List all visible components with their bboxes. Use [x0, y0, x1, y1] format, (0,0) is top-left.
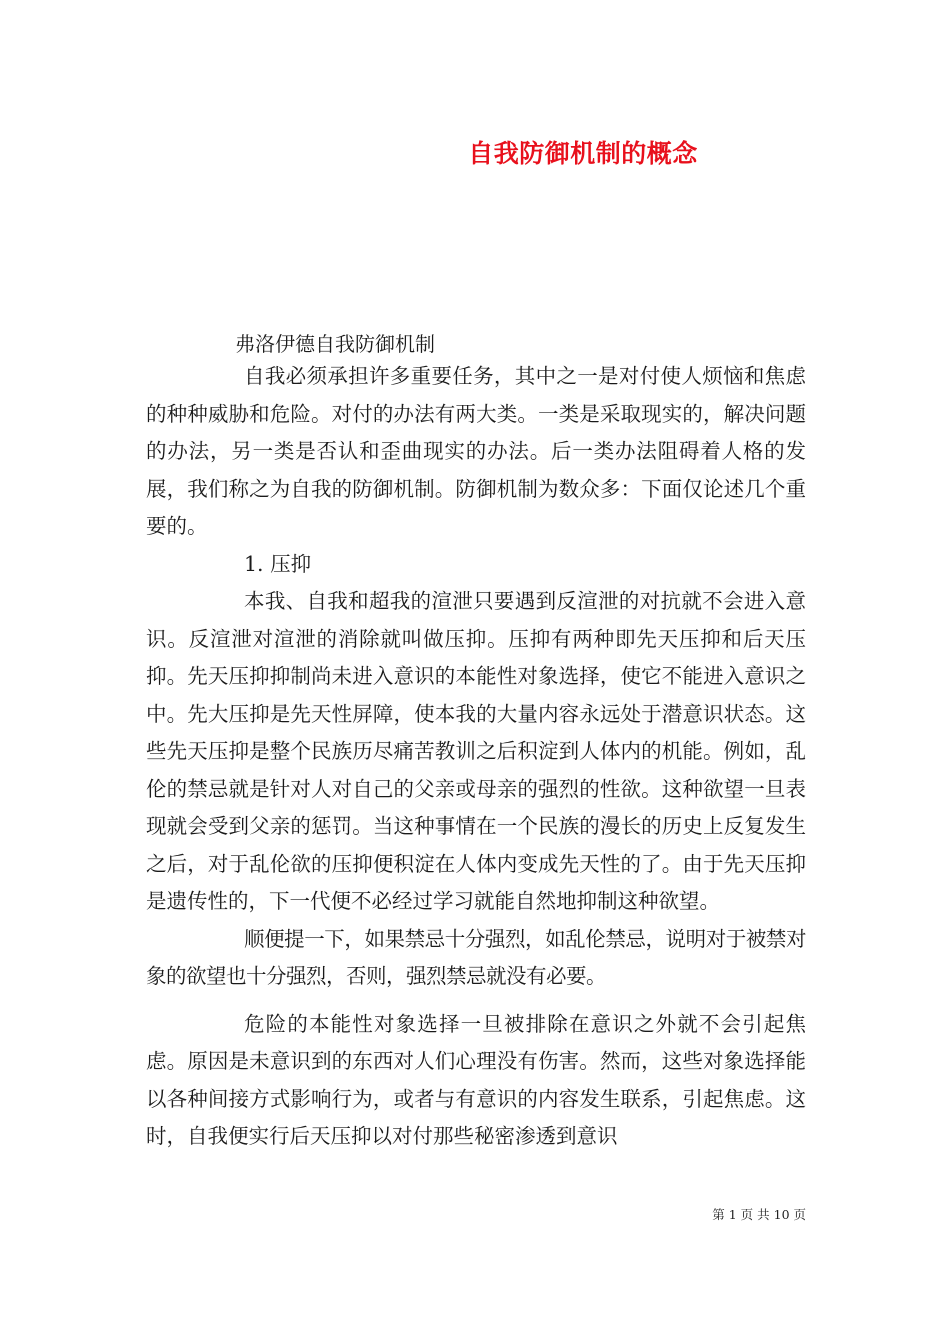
- paragraph-intro: 自我必须承担许多重要任务，其中之一是对付使人烦恼和焦虑的种种威胁和危险。对付的办法有两大类。一类是采取现实的，解决问题的办法，另一类是否认和歪曲现实的办法。后一类办法阻碍着人格的发展，我们称之为自我的防御机制。防御机制为数众多：下面仅论述几个重要的。: [146, 364, 806, 538]
- section-number-heading: 1. 压抑: [244, 551, 312, 576]
- page-footer: 第 1 页 共 10 页: [712, 1207, 806, 1222]
- document-body: [146, 358, 806, 1156]
- document-title: 自我防御机制的概念: [468, 139, 698, 168]
- paragraph-taboo: 顺便提一下，如果禁忌十分强烈，如乱伦禁忌，说明对于被禁对象的欲望也十分强烈，否则，强烈禁忌就没有必要。: [146, 926, 806, 988]
- paragraph-repression: 本我、自我和超我的渲泄只要遇到反渲泄的对抗就不会进入意识。反渲泄对渲泄的消除就叫做压抑。压抑有两种即先天压抑和后天压抑。先天压抑抑制尚未进入意识的本能性对象选择，使它不能进入意识之中。先大压抑是先天性屏障，使本我的大量内容永远处于潜意识状态。这些先天压抑是整个民族历尽痛苦教训之后积淀到人体内的机能。例如，乱伦的禁忌就是针对人对自己的父亲或母亲的强烈的性欲。这种欲望一旦表现就会受到父亲的惩罚。当这种事情在一个民族的漫长的历史上反复发生之后，对于乱伦欲的压抑便积淀在人体内变成先天性的了。由于先天压抑是遗传性的，下一代便不必经过学习就能自然地抑制这种欲望。: [146, 589, 806, 913]
- paragraph-anxiety: 危险的本能性对象选择一旦被排除在意识之外就不会引起焦虑。原因是未意识到的东西对人们心理没有伤害。然而，这些对象选择能以各种间接方式影响行为，或者与有意识的内容发生联系，引起焦虑。这时，自我便实行后天压抑以对付那些秘密渗透到意识: [146, 1011, 806, 1148]
- section-heading: 弗洛伊德自我防御机制: [235, 332, 435, 356]
